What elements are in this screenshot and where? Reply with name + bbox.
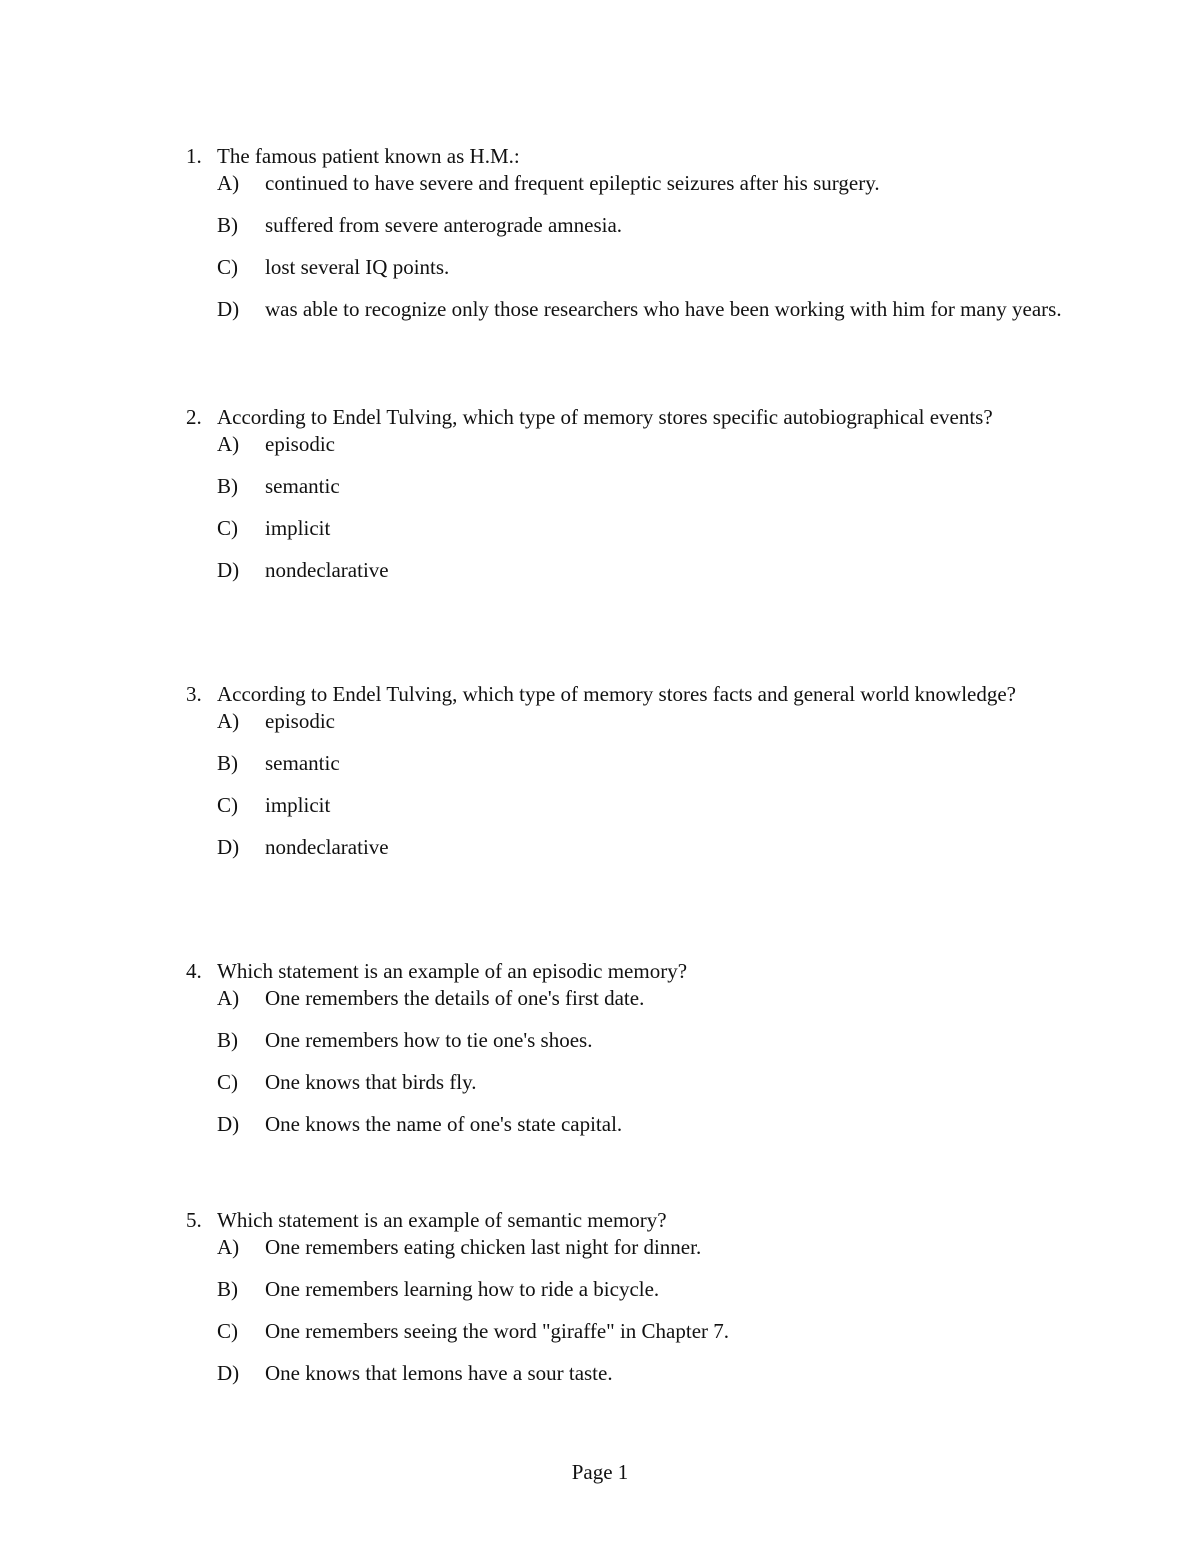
answer-choices xyxy=(186,985,1066,1138)
choice-letter: A) xyxy=(217,709,240,733)
answer-choices xyxy=(186,708,1066,861)
choice-text: continued to have severe and frequent epileptic seizures after his surgery. xyxy=(265,171,880,195)
choice-text: One remembers eating chicken last night for dinner. xyxy=(265,1235,702,1259)
choice-text: semantic xyxy=(265,751,340,775)
choice-letter: D) xyxy=(217,297,240,321)
choice-text: implicit xyxy=(265,516,331,540)
answer-choices xyxy=(186,1234,1066,1387)
choice-text: episodic xyxy=(265,432,335,456)
answer-choice-d xyxy=(217,1360,1066,1387)
answer-choices xyxy=(186,431,1066,584)
choice-text: One remembers seeing the word "giraffe" in Chapter 7. xyxy=(265,1319,730,1343)
choice-text: episodic xyxy=(265,709,335,733)
choice-text: One knows that lemons have a sour taste. xyxy=(265,1361,613,1385)
answer-choice-b xyxy=(217,1276,1066,1303)
choice-letter: A) xyxy=(217,171,240,195)
choice-letter: B) xyxy=(217,1277,238,1301)
choice-text: One remembers learning how to ride a bicycle. xyxy=(265,1277,660,1301)
question-text: According to Endel Tulving, which type of memory stores specific autobiographical events? xyxy=(217,405,993,429)
choice-letter: B) xyxy=(217,1028,238,1052)
question-5 xyxy=(186,1207,1066,1387)
answer-choice-b xyxy=(217,750,1066,777)
choice-letter: D) xyxy=(217,1361,240,1385)
question-stem xyxy=(186,681,1066,708)
question-number: 4. xyxy=(186,959,202,983)
answer-choice-d xyxy=(217,834,1066,861)
answer-choice-a xyxy=(217,170,1066,197)
choice-text: lost several IQ points. xyxy=(265,255,450,279)
page-number: Page 1 xyxy=(571,1460,629,1484)
choice-text: semantic xyxy=(265,474,340,498)
choice-letter: D) xyxy=(217,1112,240,1136)
choice-text: One knows that birds fly. xyxy=(265,1070,477,1094)
choice-text: implicit xyxy=(265,793,331,817)
answer-choice-c xyxy=(217,515,1066,542)
choice-letter: B) xyxy=(217,474,238,498)
choice-letter: A) xyxy=(217,432,240,456)
answer-choice-d xyxy=(217,1111,1066,1138)
answer-choice-c xyxy=(217,792,1066,819)
answer-choice-d xyxy=(217,296,1066,323)
choice-text: One remembers how to tie one's shoes. xyxy=(265,1028,593,1052)
question-text: The famous patient known as H.M.: xyxy=(217,144,520,168)
choice-letter: C) xyxy=(217,1319,238,1343)
choice-text: suffered from severe anterograde amnesia. xyxy=(265,213,623,237)
choice-text: nondeclarative xyxy=(265,835,389,859)
choice-letter: A) xyxy=(217,1235,240,1259)
question-stem xyxy=(186,143,1066,170)
answer-choice-c xyxy=(217,1069,1066,1096)
choice-text: One knows the name of one's state capital. xyxy=(265,1112,623,1136)
answer-choice-b xyxy=(217,1027,1066,1054)
answer-choice-a xyxy=(217,708,1066,735)
choice-text: nondeclarative xyxy=(265,558,389,582)
answer-choice-a xyxy=(217,1234,1066,1261)
question-text: Which statement is an example of semantic memory? xyxy=(217,1208,667,1232)
answer-choice-c xyxy=(217,254,1066,281)
answer-choice-b xyxy=(217,473,1066,500)
choice-letter: C) xyxy=(217,516,238,540)
choice-letter: D) xyxy=(217,835,240,859)
answer-choice-d xyxy=(217,557,1066,584)
choice-letter: D) xyxy=(217,558,240,582)
question-1 xyxy=(186,143,1066,323)
question-stem xyxy=(186,404,1066,431)
question-number: 1. xyxy=(186,144,202,168)
answer-choice-a xyxy=(217,985,1066,1012)
answer-choice-b xyxy=(217,212,1066,239)
question-number: 2. xyxy=(186,405,202,429)
question-stem xyxy=(186,1207,1066,1234)
question-text: Which statement is an example of an episodic memory? xyxy=(217,959,688,983)
choice-letter: A) xyxy=(217,986,240,1010)
choice-letter: C) xyxy=(217,793,238,817)
question-text: According to Endel Tulving, which type of memory stores facts and general world knowledge? xyxy=(217,682,1016,706)
answer-choice-c xyxy=(217,1318,1066,1345)
answer-choice-a xyxy=(217,431,1066,458)
question-4 xyxy=(186,958,1066,1138)
question-3 xyxy=(186,681,1066,861)
question-stem xyxy=(186,958,1066,985)
answer-choices xyxy=(186,170,1066,323)
choice-text: One remembers the details of one's first date. xyxy=(265,986,645,1010)
question-2 xyxy=(186,404,1066,584)
choice-letter: C) xyxy=(217,255,238,279)
choice-letter: B) xyxy=(217,213,238,237)
choice-text: was able to recognize only those researchers who have been working with him for many years. xyxy=(265,297,1062,321)
choice-letter: B) xyxy=(217,751,238,775)
choice-letter: C) xyxy=(217,1070,238,1094)
question-number: 5. xyxy=(186,1208,202,1232)
question-number: 3. xyxy=(186,682,202,706)
